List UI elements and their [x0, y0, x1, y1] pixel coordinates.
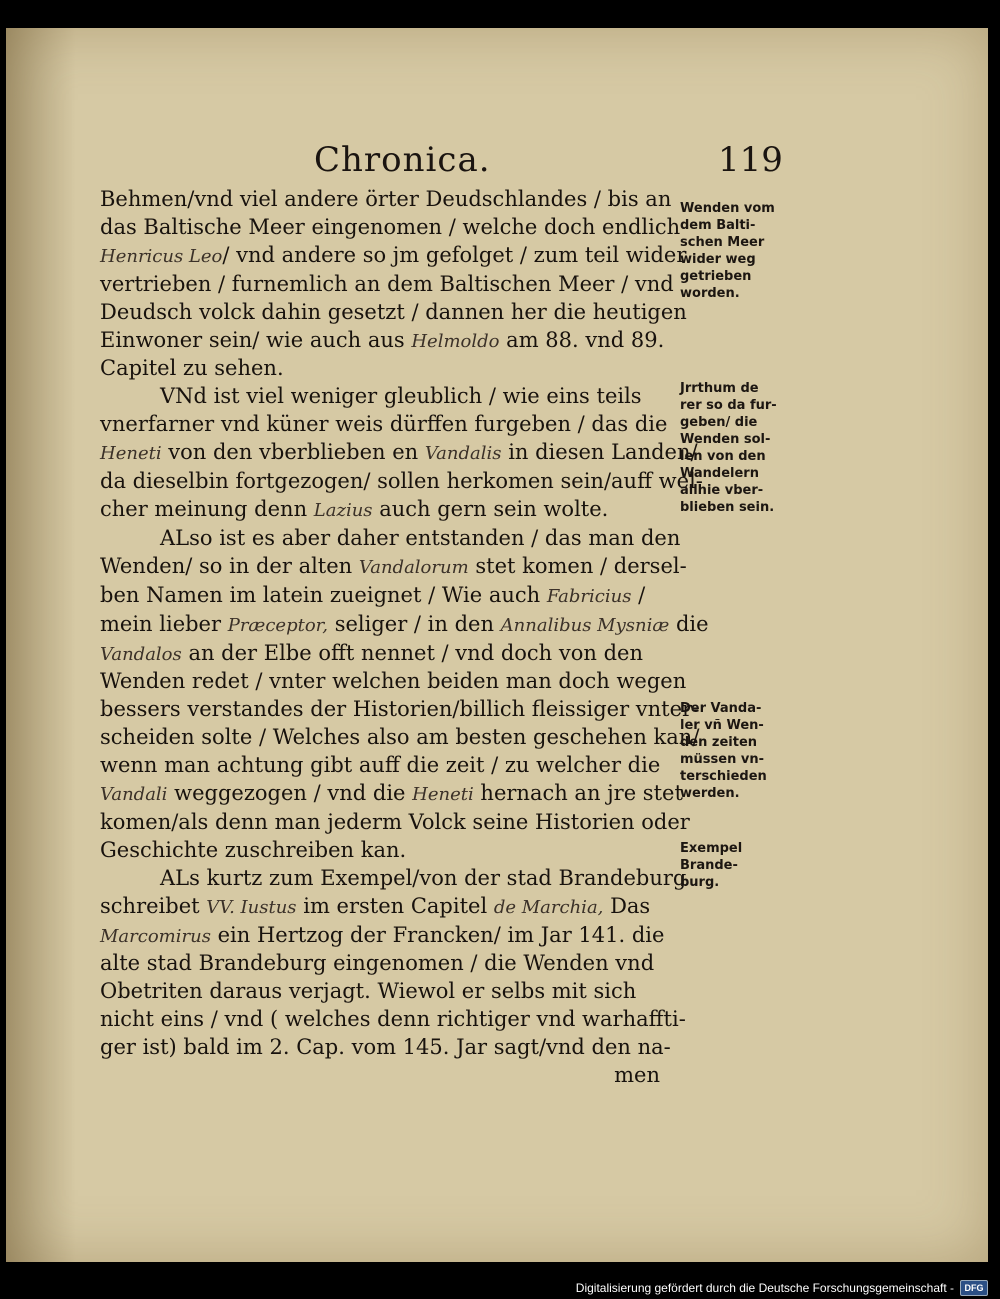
text-segment: ger ist) bald im 2. Cap. vom 145. Jar sagt/vnd den na- [100, 1035, 671, 1060]
text-line [100, 724, 700, 752]
margin-note-line: terschieden [680, 769, 767, 784]
text-line [100, 299, 700, 327]
text-segment: in diesen Landen/ [501, 440, 698, 465]
catchword [100, 1062, 700, 1090]
text-line [100, 611, 709, 640]
text-line [100, 752, 700, 780]
text-segment: ALs kurtz zum Exempel/von der stad Brandeburg [160, 865, 687, 890]
text-segment: ben Namen im latein zueignet / Wie auch [100, 582, 547, 607]
text-line [100, 950, 700, 978]
text-line [100, 668, 700, 696]
text-line [100, 496, 700, 525]
dfg-logo: DFG [960, 1280, 988, 1296]
running-title: Chronica. [314, 140, 491, 180]
margin-note-line: den zeiten [680, 735, 758, 750]
latin-term: Lazius [313, 499, 373, 521]
margin-note-line: Brande- [680, 858, 738, 873]
text-line [100, 525, 700, 553]
text-segment: Das [603, 893, 651, 918]
text-segment: / vnd andere so jm gefolget / zum teil wider [222, 242, 687, 267]
margin-note-line: blieben sein. [680, 500, 775, 515]
text-line [100, 893, 700, 922]
latin-term: Annalibus Mysniæ [500, 614, 670, 636]
page-number: 119 [718, 140, 783, 180]
margin-note-line: schen Meer [680, 235, 765, 250]
latin-term: Præceptor, [227, 614, 329, 636]
text-line [100, 696, 700, 724]
text-segment: alte stad Brandeburg eingenomen / die Wenden vnd [100, 951, 655, 976]
text-line [100, 582, 700, 611]
latin-term: Heneti [100, 443, 162, 465]
text-line [100, 242, 700, 271]
text-segment: vertrieben / furnemlich an dem Baltischen Meer / vnd [100, 271, 674, 296]
margin-note-line: Jrrthum de [680, 381, 759, 396]
text-line [100, 355, 700, 383]
text-segment: cher meinung denn [100, 496, 314, 521]
latin-term: Vandalis [424, 443, 502, 465]
latin-term: Fabricius [546, 585, 632, 607]
text-segment: Geschichte zuschreiben kan. [100, 837, 407, 862]
text-segment: vnerfarner vnd küner weis dürffen furgeben / das die [100, 412, 668, 437]
text-segment: komen/als denn man jederm Volck seine Historien oder [100, 809, 690, 834]
text-line [100, 640, 700, 669]
text-segment: ein Hertzog der Francken/ im Jar 141. die [210, 922, 665, 947]
text-segment: scheiden solte / Welches also am besten geschehen kan/ [100, 725, 700, 750]
text-segment: men [614, 1063, 660, 1088]
text-segment: stet komen / dersel- [468, 553, 687, 578]
margin-note [680, 200, 810, 302]
text-segment: hernach an jre stet [473, 781, 683, 806]
text-line [100, 411, 700, 439]
text-line [100, 809, 700, 837]
text-segment: bessers verstandes der Historien/billich fleissiger vnter- [100, 697, 700, 722]
text-line [100, 383, 700, 411]
margin-note-line: allhie vber- [680, 483, 764, 498]
latin-term: Marcomirus [100, 925, 211, 947]
latin-term: Heneti [412, 784, 474, 806]
digitization-footer [576, 1280, 988, 1296]
text-segment: weggezogen / vnd die [167, 781, 413, 806]
text-line [100, 186, 700, 214]
text-line [100, 837, 700, 865]
text-segment: auch gern sein wolte. [372, 496, 609, 521]
text-segment: Einwoner sein/ wie auch aus [100, 327, 412, 352]
text-segment: an der Elbe offt nennet / vnd doch von den [181, 640, 643, 665]
latin-term: Vandali [100, 784, 168, 806]
text-segment: Wenden redet / vnter welchen beiden man doch wegen [100, 669, 687, 694]
text-segment: das Baltische Meer eingenomen / welche doch endlich [100, 214, 681, 239]
margin-note-line: Exempel [680, 841, 743, 856]
latin-term: Helmoldo [411, 330, 500, 352]
text-segment: ALso ist es aber daher entstanden / das man den [160, 525, 681, 550]
latin-term: Henricus Leo [100, 245, 223, 267]
text-line [100, 922, 700, 951]
margin-note-line: ler vñ Wen- [680, 718, 764, 733]
text-segment: Capitel zu sehen. [100, 356, 284, 381]
text-line [100, 1034, 700, 1062]
text-segment: Wenden/ so in der alten [100, 553, 359, 578]
text-line [100, 978, 700, 1006]
margin-note-line: burg. [680, 875, 720, 890]
margin-note-line: dem Balti- [680, 218, 756, 233]
margin-note [680, 700, 810, 802]
margin-note [680, 840, 810, 891]
text-line [100, 439, 700, 468]
latin-term: Vandalorum [358, 556, 469, 578]
margin-note-line: Wenden vom [680, 201, 775, 216]
margin-note-line: getrieben [680, 269, 752, 284]
margin-note-line: Wandelern [680, 466, 759, 481]
text-segment: im ersten Capitel [296, 893, 494, 918]
text-segment: am 88. vnd 89. [499, 327, 665, 352]
margin-note [680, 380, 810, 516]
text-line [100, 271, 700, 299]
body-text [100, 186, 709, 1090]
text-line [100, 780, 700, 809]
latin-term: Vandalos [100, 643, 182, 665]
text-line [100, 553, 700, 582]
text-segment: Deudsch volck dahin gesetzt / dannen her die heutigen [100, 299, 687, 324]
text-line [100, 865, 700, 893]
margin-note-line: geben/ die [680, 415, 758, 430]
margin-note-line: müssen vn- [680, 752, 764, 767]
text-segment: Obetriten daraus verjagt. Wiewol er selbs mit sich [100, 979, 637, 1004]
text-segment: von den vberblieben en [161, 440, 425, 465]
text-segment: da dieselbin fortgezogen/ sollen herkomen sein/auff wel- [100, 469, 703, 494]
text-segment: nicht eins / vnd ( welches denn richtiger vnd warhaffti- [100, 1007, 686, 1032]
text-line [100, 468, 703, 496]
margin-note-line: werden. [680, 786, 740, 801]
margin-note-line: len von den [680, 449, 766, 464]
latin-term: VV. Iustus [206, 896, 297, 918]
text-segment: / [631, 582, 646, 607]
margin-note-line: Wenden sol- [680, 432, 771, 447]
text-segment: VNd ist viel weniger gleublich / wie eins teils [160, 384, 642, 409]
text-segment: schreibet [100, 893, 207, 918]
text-segment: mein lieber [100, 611, 228, 636]
text-segment: wenn man achtung gibt auff die zeit / zu welcher die [100, 753, 661, 778]
text-segment: Behmen/vnd viel andere örter Deudschlandes / bis an [100, 187, 672, 211]
text-segment: die [669, 611, 709, 636]
book-page [6, 28, 988, 1262]
text-line [100, 327, 700, 356]
margin-note-line: wider weg [680, 252, 756, 267]
margin-note-line: worden. [680, 286, 740, 301]
margin-note-line: rer so da fur- [680, 398, 777, 413]
text-line [100, 1006, 700, 1034]
margin-note-line: Der Vanda- [680, 701, 762, 716]
footer-credit: Digitalisierung gefördert durch die Deutsche Forschungsgemeinschaft - [575, 1281, 954, 1295]
latin-term: de Marchia, [493, 896, 604, 918]
text-segment: seliger / in den [328, 611, 501, 636]
text-line [100, 214, 700, 242]
